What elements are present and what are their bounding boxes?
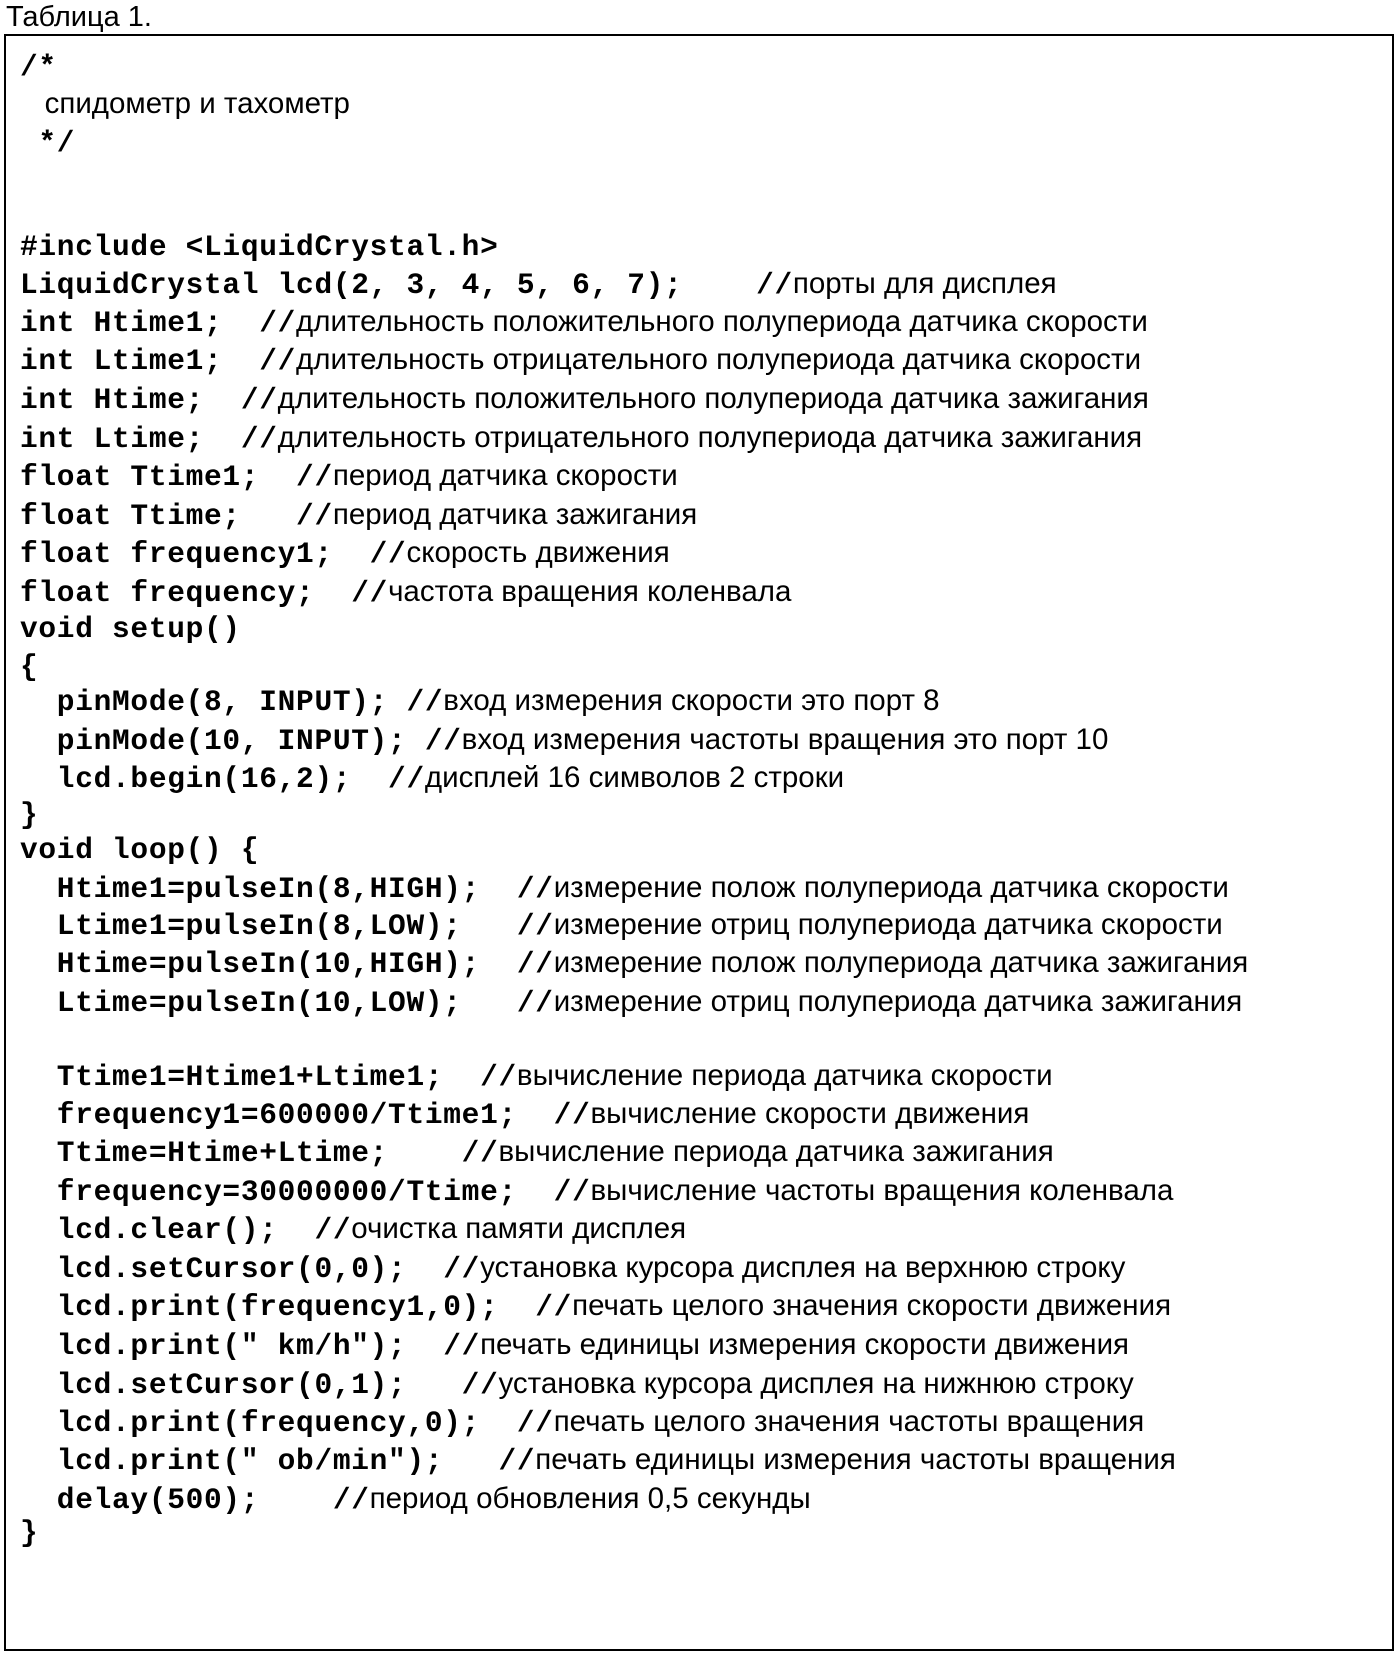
code-comment: период датчика скорости [332,459,678,492]
code-text: */ [20,126,76,160]
code-line [20,1364,1134,1404]
code-line [20,1479,811,1519]
code-text: Ltime1=pulseIn(8,LOW); // [20,909,554,943]
code-line [20,572,791,612]
code-line [20,905,1223,945]
code-line [20,758,844,798]
code-comment: скорость движения [406,536,670,569]
code-line [20,681,940,721]
code-text: } [20,1516,39,1550]
code-line [20,720,1108,760]
code-text: lcd.setCursor(0,0); // [20,1252,481,1286]
code-comment: длительность отрицательного полупериода датчика скорости [296,343,1142,376]
code-line [20,1402,1144,1442]
code-text: frequency=30000000/Ttime; // [20,1175,591,1209]
code-text: void setup() [20,612,241,646]
code-comment: измерение отриц полупериода датчика зажигания [553,985,1243,1018]
code-comment: вычисление частоты вращения коленвала [590,1174,1174,1207]
code-comment: установка курсора дисплея на нижнюю строку [498,1367,1134,1400]
code-text: lcd.print(" ob/min"); // [20,1444,536,1478]
code-text: float frequency1; // [20,537,407,571]
code-text: lcd.print(" km/h"); // [20,1329,481,1363]
code-comment: печать единицы измерения частоты вращения [535,1443,1176,1476]
code-comment: длительность положительного полупериода датчика зажигания [277,382,1149,415]
code-text: lcd.print(frequency,0); // [20,1406,554,1440]
code-comment: период обновления 0,5 секунды [369,1482,811,1515]
code-line [20,1132,1054,1172]
code-line [20,379,1149,419]
code-comment: печать целого значения частоты вращения [553,1405,1145,1438]
code-line [20,302,1148,342]
code-line [20,1325,1129,1365]
code-line [20,943,1248,983]
code-comment: порты для дисплея [792,267,1057,300]
code-text: void loop() { [20,833,260,867]
code-line [20,829,259,869]
code-text: } [20,798,39,832]
code-text: frequency1=600000/Ttime1; // [20,1098,591,1132]
code-line [20,226,498,266]
code-line [20,1512,38,1552]
code-line [20,533,670,573]
code-comment: вход измерения частоты вращения это порт 10 [461,723,1109,756]
code-text: #include <LiquidCrystal.h> [20,230,499,264]
code-text: float frequency; // [20,576,389,610]
code-comment: измерение полож полупериода датчика зажигания [553,946,1249,979]
code-text: pinMode(8, INPUT); // [20,685,444,719]
code-text: /* [20,50,57,84]
code-comment: вход измерения скорости это порт 8 [443,684,940,717]
code-line [20,122,75,162]
code-line [20,46,57,86]
code-text: pinMode(10, INPUT); // [20,724,462,758]
code-comment: измерение полож полупериода датчика скорости [553,871,1229,904]
code-comment: вычисление периода датчика зажигания [498,1135,1054,1168]
code-text: int Htime1; // [20,306,297,340]
code-line [20,1171,1173,1211]
code-comment: очистка памяти дисплея [351,1212,687,1245]
code-text: int Ltime1; // [20,344,297,378]
code-text: int Ltime; // [20,422,278,456]
code-comment: измерение отриц полупериода датчика скорости [553,908,1223,941]
code-text: lcd.setCursor(0,1); // [20,1368,499,1402]
code-text: Htime1=pulseIn(8,HIGH); // [20,872,554,906]
code-text: Ltime=pulseIn(10,LOW); // [20,986,554,1020]
code-text: lcd.print(frequency1,0); // [20,1290,573,1324]
code-listing-box [4,34,1394,1651]
code-comment: вычисление скорости движения [590,1097,1030,1130]
code-line [20,340,1141,380]
code-text: Htime=pulseIn(10,HIGH); // [20,947,554,981]
code-line [20,264,1057,304]
code-line [20,1286,1171,1326]
code-line [20,1248,1125,1288]
code-line [20,1094,1029,1134]
code-line [20,1209,686,1249]
code-comment: частота вращения коленвала [388,575,792,608]
code-comment: установка курсора дисплея на верхнюю строку [480,1251,1126,1284]
code-text: int Htime; // [20,383,278,417]
code-comment: длительность положительного полупериода датчика скорости [296,305,1148,338]
code-line [20,608,241,648]
code-line [20,495,697,535]
code-line [20,1056,1053,1096]
code-comment: дисплей 16 символов 2 строки [424,761,845,794]
code-line [20,982,1242,1022]
code-text: delay(500); // [20,1483,370,1517]
code-comment: печать целого значения скорости движения [572,1289,1172,1322]
code-text: LiquidCrystal lcd(2, 3, 4, 5, 6, 7); // [20,268,793,302]
code-line [20,456,678,496]
code-comment: спидометр и тахометр [20,87,350,120]
code-text: Ttime1=Htime1+Ltime1; // [20,1060,517,1094]
code-text: float Ttime; // [20,499,333,533]
code-comment: период датчика зажигания [332,498,698,531]
code-text: Ttime=Htime+Ltime; // [20,1136,499,1170]
code-line [20,418,1142,458]
code-line [20,868,1229,908]
code-text: { [20,650,39,684]
code-text: lcd.clear(); // [20,1213,352,1247]
code-line [20,84,350,124]
code-line [20,646,38,686]
code-line [20,794,38,834]
code-text: lcd.begin(16,2); // [20,762,425,796]
code-comment: печать единицы измерения скорости движения [480,1328,1130,1361]
code-text: float Ttime1; // [20,460,333,494]
table-caption: Таблица 1. [6,1,152,33]
code-comment: длительность отрицательного полупериода датчика зажигания [277,421,1143,454]
code-line [20,1440,1176,1480]
code-comment: вычисление периода датчика скорости [516,1059,1053,1092]
